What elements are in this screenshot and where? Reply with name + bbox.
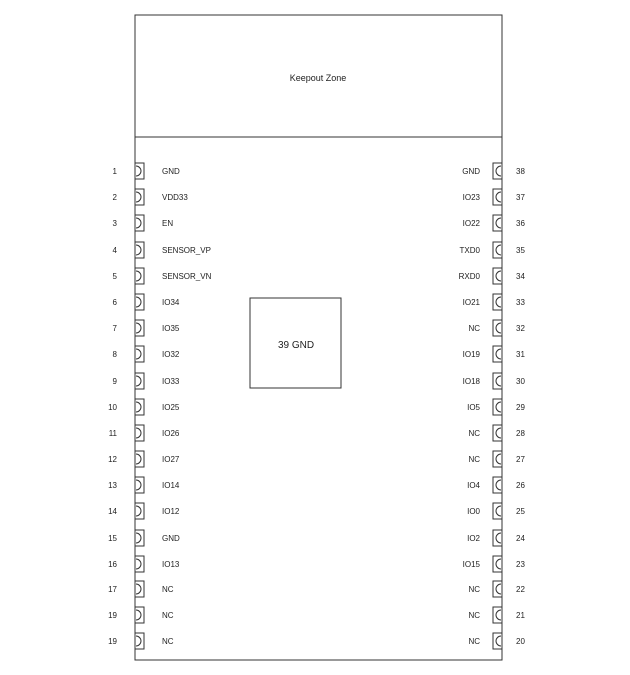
pin-pad	[135, 607, 144, 623]
right-pin-column	[459, 163, 526, 649]
pin-number: 37	[516, 193, 525, 202]
left-pin-3	[113, 215, 174, 231]
module-outline	[135, 15, 502, 660]
pin-label: RXD0	[458, 272, 480, 281]
pin-number: 19	[108, 611, 117, 620]
pin-pad	[493, 530, 502, 546]
left-pin-10	[108, 399, 180, 415]
pin-label: IO15	[462, 560, 480, 569]
right-pin-16	[463, 556, 526, 572]
left-pin-13	[108, 477, 180, 493]
pin-number: 26	[516, 481, 525, 490]
pin-pad	[135, 163, 144, 179]
pin-number: 27	[516, 455, 525, 464]
pin-pad	[135, 215, 144, 231]
pin-label: IO22	[462, 219, 480, 228]
pin-pad	[493, 215, 502, 231]
pin-number: 25	[516, 507, 525, 516]
pin-label: IO14	[162, 481, 180, 490]
pin-pad	[493, 451, 502, 467]
pin-pad	[135, 320, 144, 336]
left-pin-7	[113, 320, 180, 336]
pin-number: 4	[112, 246, 117, 255]
pin-label: IO18	[462, 377, 480, 386]
pin-number: 30	[516, 377, 525, 386]
pin-pad	[135, 242, 144, 258]
left-pin-column	[108, 163, 211, 649]
left-pin-11	[109, 425, 180, 441]
pin-label: NC	[468, 324, 480, 333]
center-ground-pad-label: 39 GND	[277, 340, 315, 351]
right-pin-9	[463, 373, 526, 389]
right-pin-12	[468, 451, 525, 467]
pin-label: IO26	[162, 429, 180, 438]
pin-number: 15	[108, 534, 117, 543]
right-pin-13	[467, 477, 525, 493]
pin-number: 6	[112, 298, 117, 307]
pin-pad	[135, 425, 144, 441]
left-pin-6	[113, 294, 180, 310]
left-pin-9	[113, 373, 180, 389]
pin-label: IO12	[162, 507, 180, 516]
right-pin-17	[468, 581, 525, 597]
pin-label: GND	[162, 167, 180, 176]
pin-pad	[135, 633, 144, 649]
left-pin-16	[108, 556, 180, 572]
left-pin-1	[113, 163, 180, 179]
pin-number: 3	[112, 219, 117, 228]
pin-number: 12	[108, 455, 117, 464]
keepout-zone-label: Keepout Zone	[289, 73, 347, 83]
right-pin-1	[462, 163, 525, 179]
pin-pad	[135, 373, 144, 389]
pin-label: IO33	[162, 377, 180, 386]
pin-pad	[493, 477, 502, 493]
pin-label: GND	[462, 167, 480, 176]
pin-pad	[493, 320, 502, 336]
pin-label: IO0	[467, 507, 480, 516]
pin-number: 2	[112, 193, 117, 202]
pin-label: IO5	[467, 403, 480, 412]
pin-pad	[493, 633, 502, 649]
pin-pad	[493, 425, 502, 441]
pin-pad	[493, 503, 502, 519]
left-pin-8	[113, 346, 180, 362]
right-pin-5	[459, 268, 526, 284]
right-pin-8	[463, 346, 526, 362]
pin-number: 20	[516, 637, 525, 646]
pin-number: 32	[516, 324, 525, 333]
pin-label: GND	[162, 534, 180, 543]
pin-label: NC	[162, 585, 174, 594]
pin-label: IO21	[462, 298, 480, 307]
left-pin-12	[108, 451, 180, 467]
right-pin-2	[463, 189, 526, 205]
left-pin-4	[113, 242, 211, 258]
right-pin-6	[463, 294, 526, 310]
left-pin-17	[108, 581, 174, 597]
pin-label: NC	[468, 585, 480, 594]
pin-pad	[135, 556, 144, 572]
pin-number: 1	[112, 167, 117, 176]
pin-number: 24	[516, 534, 525, 543]
pin-number: 17	[108, 585, 117, 594]
pin-pad	[135, 451, 144, 467]
pin-number: 11	[108, 429, 117, 438]
pin-label: SENSOR_VN	[162, 272, 212, 281]
pin-number: 16	[108, 560, 117, 569]
pin-number: 29	[516, 403, 525, 412]
right-pin-3	[463, 215, 526, 231]
pin-pad	[493, 556, 502, 572]
pin-number: 33	[516, 298, 525, 307]
pin-pad	[493, 373, 502, 389]
pin-label: NC	[162, 637, 174, 646]
pin-number: 28	[516, 429, 525, 438]
pin-number: 10	[108, 403, 117, 412]
pin-label: NC	[162, 611, 174, 620]
pin-label: IO32	[162, 350, 180, 359]
pin-label: IO35	[162, 324, 180, 333]
pin-pad	[135, 268, 144, 284]
pin-label: VDD33	[162, 193, 188, 202]
left-pin-14	[108, 503, 180, 519]
pin-number: 9	[112, 377, 117, 386]
pin-number: 22	[516, 585, 525, 594]
pin-pad	[493, 294, 502, 310]
pin-number: 34	[516, 272, 525, 281]
pin-label: IO25	[162, 403, 180, 412]
pin-pad	[135, 294, 144, 310]
pin-label: TXD0	[459, 246, 480, 255]
pin-label: NC	[468, 455, 480, 464]
pin-number: 14	[108, 507, 117, 516]
pin-pad	[135, 581, 144, 597]
right-pin-19	[468, 633, 525, 649]
right-pin-14	[467, 503, 525, 519]
pin-pad	[135, 503, 144, 519]
right-pin-10	[467, 399, 525, 415]
pin-pad	[493, 399, 502, 415]
pin-number: 36	[516, 219, 525, 228]
pin-number: 13	[108, 481, 117, 490]
pin-number: 5	[112, 272, 117, 281]
pin-label: EN	[162, 219, 174, 228]
pin-pad	[135, 346, 144, 362]
pin-label: IO4	[467, 481, 480, 490]
left-pin-5	[113, 268, 212, 284]
pin-pad	[135, 189, 144, 205]
pin-number: 35	[516, 246, 525, 255]
pin-number: 19	[108, 637, 117, 646]
pin-number: 21	[516, 611, 525, 620]
left-pin-15	[108, 530, 180, 546]
pin-number: 7	[112, 324, 117, 333]
pin-number: 23	[516, 560, 525, 569]
pin-label: NC	[468, 611, 480, 620]
pin-pad	[493, 189, 502, 205]
right-pin-15	[467, 530, 525, 546]
pin-pad	[493, 581, 502, 597]
pin-label: SENSOR_VP	[162, 246, 211, 255]
left-pin-2	[113, 189, 189, 205]
pin-label: NC	[468, 637, 480, 646]
pin-pad	[135, 530, 144, 546]
pin-label: IO27	[162, 455, 180, 464]
pin-pad	[493, 607, 502, 623]
pin-label: IO23	[462, 193, 480, 202]
pin-label: IO19	[462, 350, 480, 359]
pin-label: IO2	[467, 534, 480, 543]
pin-number: 8	[112, 350, 117, 359]
pin-label: IO13	[162, 560, 180, 569]
pin-label: IO34	[162, 298, 180, 307]
pin-number: 31	[516, 350, 525, 359]
pin-pad	[135, 477, 144, 493]
right-pin-11	[468, 425, 525, 441]
left-pin-19	[108, 633, 174, 649]
pin-number: 38	[516, 167, 525, 176]
pin-label: NC	[468, 429, 480, 438]
pin-pad	[493, 163, 502, 179]
right-pin-7	[468, 320, 525, 336]
left-pin-18	[108, 607, 174, 623]
right-pin-18	[468, 607, 525, 623]
pin-pad	[493, 268, 502, 284]
pin-pad	[135, 399, 144, 415]
pin-pad	[493, 242, 502, 258]
pin-pad	[493, 346, 502, 362]
right-pin-4	[460, 242, 526, 258]
